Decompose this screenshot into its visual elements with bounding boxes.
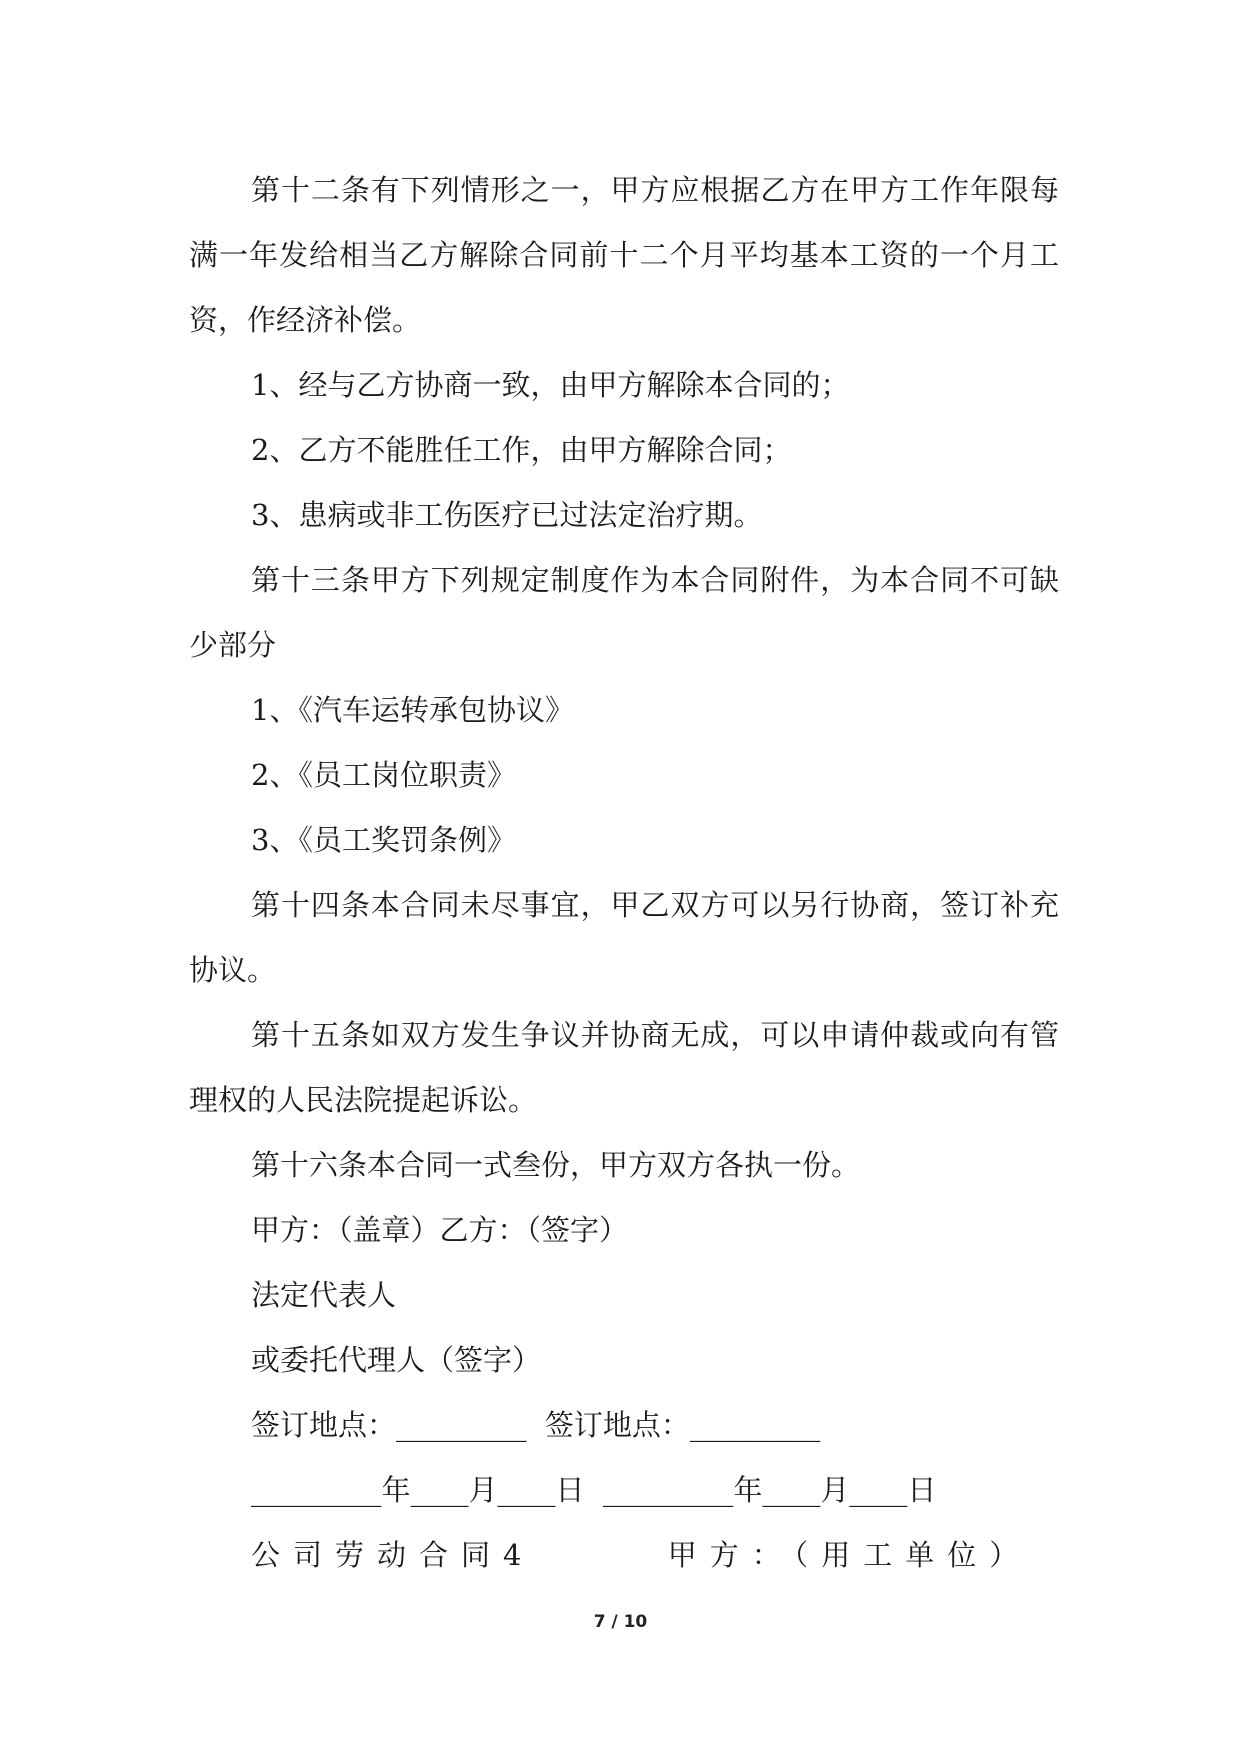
- clause-12-item-1: 1、经与乙方协商一致，由甲方解除本合同的；: [251, 368, 850, 402]
- next-contract-heading: 公司劳动合同4 甲方：（用工单位）: [251, 1538, 1032, 1572]
- signing-location: 签订地点：_________ 签订地点：_________: [251, 1408, 821, 1442]
- clause-13: 第十三条甲方下列规定制度作为本合同附件，为本合同不可缺少部分: [189, 563, 1059, 662]
- clause-13-item-2: 2、《员工岗位职责》: [251, 758, 516, 792]
- clause-13-item-1: 1、《汽车运转承包协议》: [251, 693, 574, 727]
- clause-12-item-3: 3、患病或非工伤医疗已过法定治疗期。: [251, 498, 763, 532]
- clause-12-item-2: 2、乙方不能胜任工作，由甲方解除合同；: [251, 433, 792, 467]
- signing-date: _________年____月____日 _________年____月____日: [251, 1473, 937, 1507]
- clause-14: 第十四条本合同未尽事宜，甲乙双方可以另行协商，签订补充协议。: [189, 888, 1059, 987]
- clause-16: 第十六条本合同一式叁份，甲方双方各执一份。: [251, 1148, 861, 1182]
- clause-13-item-3: 3、《员工奖罚条例》: [251, 823, 516, 857]
- clause-15: 第十五条如双方发生争议并协商无成，可以申请仲裁或向有管理权的人民法院提起诉讼。: [189, 1018, 1059, 1117]
- clause-12: 第十二条有下列情形之一，甲方应根据乙方在甲方工作年限每满一年发给相当乙方解除合同前十二个月平均基本工资的一个月工资，作经济补偿。: [189, 173, 1059, 337]
- legal-representative: 法定代表人: [251, 1278, 397, 1312]
- authorized-agent: 或委托代理人（签字）: [251, 1343, 542, 1377]
- document-body: [189, 158, 1059, 1588]
- signature-parties: 甲方：（盖章）乙方：（签字）: [251, 1213, 629, 1247]
- page-number: 7 / 10: [593, 1612, 648, 1632]
